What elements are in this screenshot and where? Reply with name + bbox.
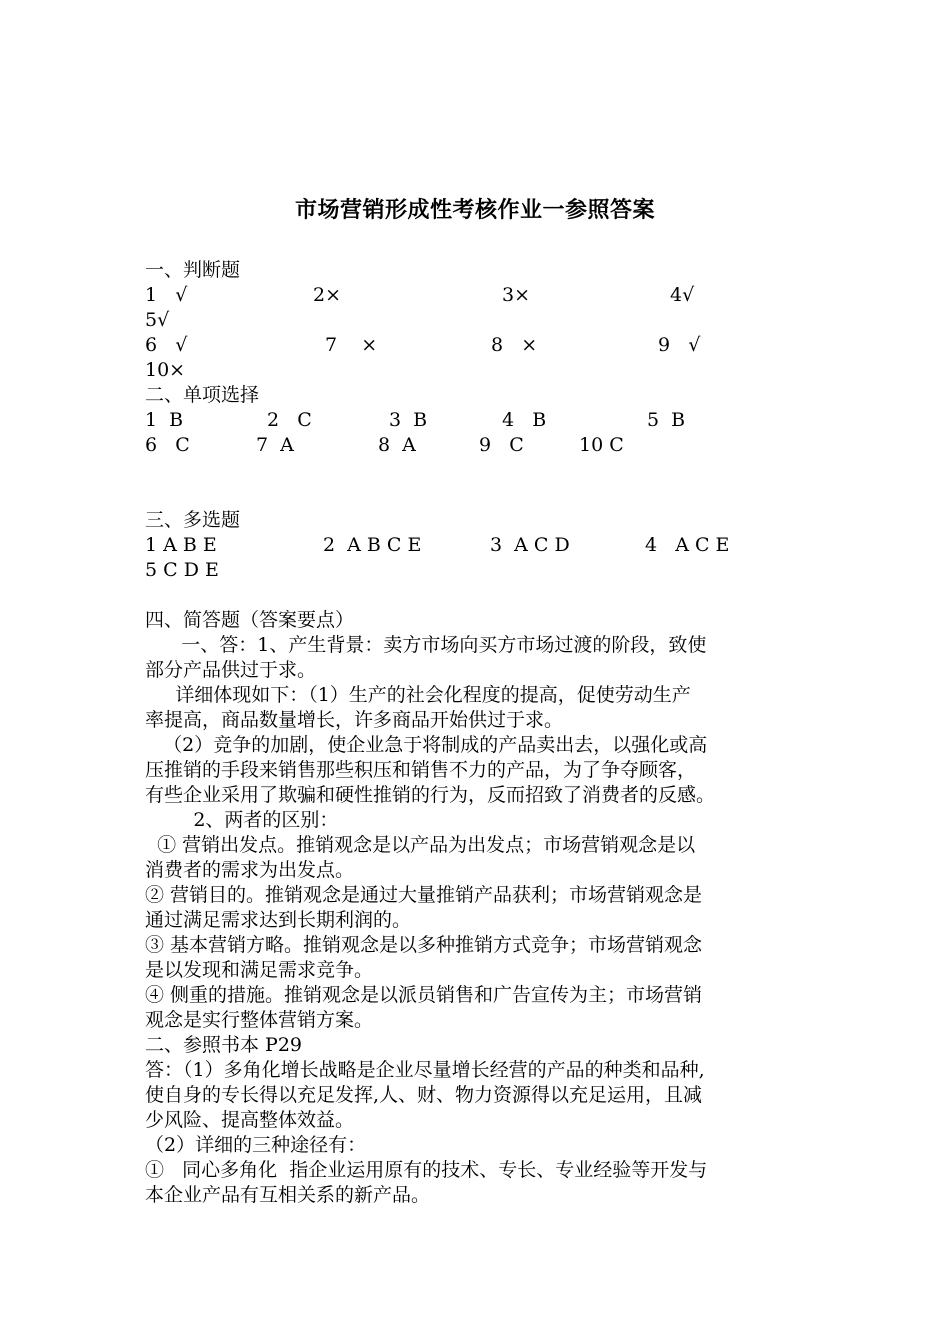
section-heading-true-false: 一、判断题 <box>145 259 241 281</box>
text-line: 有些企业采用了欺骗和硬性推销的行为，反而招致了消费者的反感。 <box>145 784 716 806</box>
answer-item: 10 C <box>579 434 624 456</box>
document-title: 市场营销形成性考核作业一参照答案 <box>294 198 655 223</box>
answer-item: 2 A B C E <box>323 534 422 556</box>
text-line: 观念是实行整体营销方案。 <box>145 1009 374 1031</box>
text-line: 本企业产品有互相关系的新产品。 <box>145 1184 431 1206</box>
answer-item: 5 B <box>647 409 686 431</box>
section-heading-single-choice: 二、单项选择 <box>145 384 260 406</box>
answer-item: 2× <box>313 284 342 306</box>
document-body <box>145 258 815 1208</box>
text-line: 二、参照书本 P29 <box>145 1034 303 1056</box>
answer-item: 7 × <box>325 334 378 356</box>
answer-item: 1 B <box>145 409 184 431</box>
text-line: 详细体现如下：（1）生产的社会化程度的提高，促使劳动生产 <box>145 684 691 706</box>
answer-item: 1 A B E <box>145 534 217 556</box>
text-line: ① 同心多角化 指企业运用原有的技术、专长、专业经验等开发与 <box>145 1159 708 1181</box>
answer-item: 8 × <box>491 334 538 356</box>
text-line: ① 营销出发点。推销观念是以产品为出发点；市场营销观念是以 <box>145 834 696 856</box>
answer-item: 5√ <box>145 309 170 331</box>
text-line: 2、两者的区别： <box>145 809 339 831</box>
text-line: ④ 侧重的措施。推销观念是以派员销售和广告宣传为主；市场营销 <box>145 984 703 1006</box>
text-line: 通过满足需求达到长期利润的。 <box>145 909 412 931</box>
answer-item: 7 A <box>256 434 294 456</box>
answer-item: 4 A C E <box>645 534 730 556</box>
answer-item: 6 √ <box>145 334 188 356</box>
answer-row <box>145 433 815 458</box>
answer-item: 10× <box>145 359 186 381</box>
text-line: （2）竞争的加剧，使企业急于将制成的产品卖出去，以强化或高 <box>145 734 708 756</box>
text-line: 使自身的专长得以充足发挥,人、财、物力资源得以充足运用，且减 <box>145 1084 703 1106</box>
answer-item: 1 √ <box>145 284 188 306</box>
answer-item: 4√ <box>670 284 695 306</box>
text-line: （2）详细的三种途径有： <box>145 1134 367 1156</box>
text-line: 答：（1）多角化增长战略是企业尽量增长经营的产品的种类和品种, <box>145 1059 705 1081</box>
answer-item: 9 C <box>479 434 524 456</box>
answer-item: 4 B <box>502 409 547 431</box>
text-line: 少风险、提高整体效益。 <box>145 1109 355 1131</box>
answer-row <box>145 408 815 433</box>
text-line: 率提高，商品数量增长，许多商品开始供过于求。 <box>145 709 564 731</box>
text-line: 消费者的需求为出发点。 <box>145 859 355 881</box>
text-line: ② 营销目的。推销观念是通过大量推销产品获利；市场营销观念是 <box>145 884 703 906</box>
answer-item: 3 A C D <box>490 534 570 556</box>
answer-item: 9 √ <box>658 334 701 356</box>
text-line: 是以发现和满足需求竞争。 <box>145 959 374 981</box>
answer-row <box>145 283 815 308</box>
answer-item: 8 A <box>378 434 416 456</box>
answer-item: 3× <box>502 284 531 306</box>
answer-row <box>145 333 815 358</box>
section-heading-short-answer: 四、简答题（答案要点） <box>145 609 355 631</box>
text-line: 压推销的手段来销售那些积压和销售不力的产品，为了争夺顾客， <box>145 759 697 781</box>
answer-row <box>145 533 815 558</box>
answer-item: 5 C D E <box>145 559 219 581</box>
answer-item: 6 C <box>145 434 190 456</box>
text-line: ③ 基本营销方略。推销观念是以多种推销方式竞争；市场营销观念 <box>145 934 703 956</box>
section-heading-multiple-choice: 三、多选题 <box>145 509 241 531</box>
text-line: 部分产品供过于求。 <box>145 659 317 681</box>
answer-item: 2 C <box>267 409 312 431</box>
short-answer-text <box>145 633 815 1208</box>
answer-item: 3 B <box>389 409 428 431</box>
text-line: 一、答：1、产生背景：卖方市场向买方市场过渡的阶段，致使 <box>145 634 707 656</box>
